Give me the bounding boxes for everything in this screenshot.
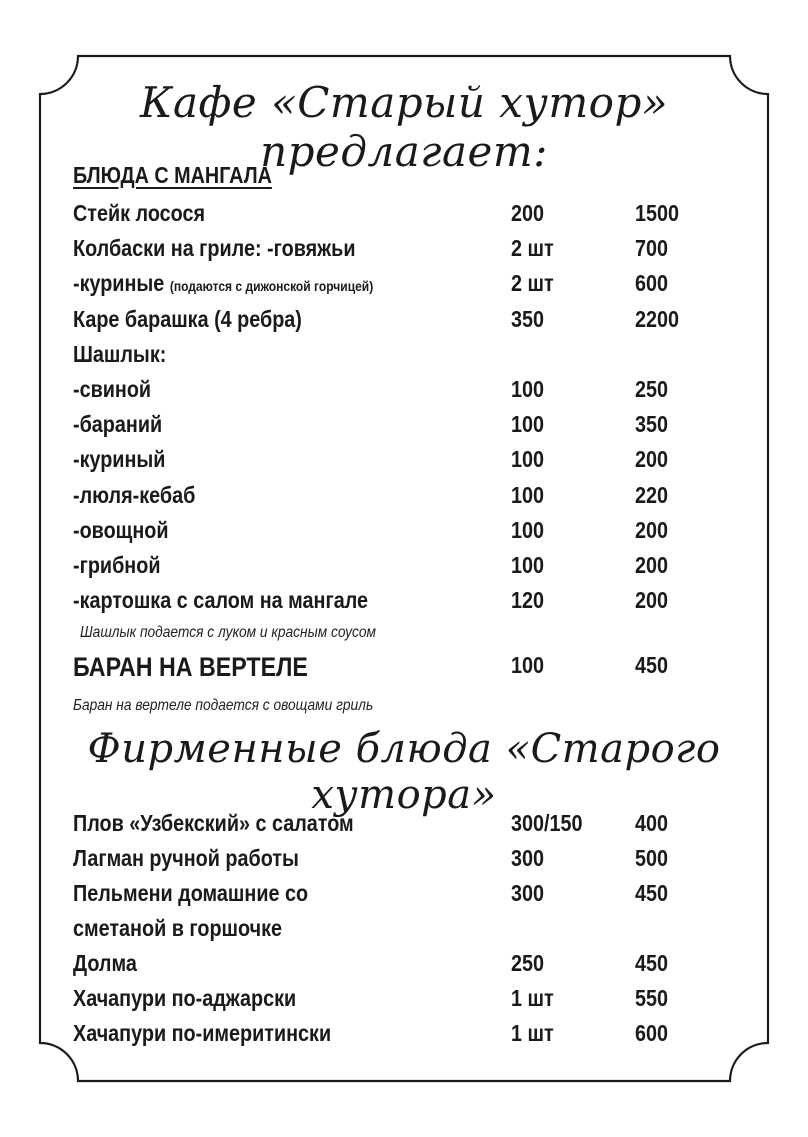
menu-item-price: 220 (635, 481, 669, 508)
menu-row (0, 1020, 808, 1054)
menu-item-name (73, 950, 137, 977)
menu-item-name-text: -бараний (73, 411, 163, 438)
menu-item-name-text: -люля-кебаб (73, 481, 196, 508)
menu-row (0, 880, 808, 914)
page-title: Кафе «Старый хутор» предлагает: (139, 78, 669, 176)
menu-item-qty: 100 (511, 652, 545, 678)
menu-item-price: 500 (635, 845, 669, 871)
menu-row (0, 200, 808, 234)
menu-item-price: 250 (635, 376, 669, 402)
menu-item-price: 400 (635, 810, 669, 836)
menu-row (0, 270, 808, 304)
menu-item-name (73, 517, 169, 544)
menu-item-price: 600 (635, 270, 669, 297)
menu-item-price: 600 (635, 1020, 669, 1046)
menu-item-name-text: Пельмени домашние со (73, 880, 309, 906)
menu-item-name (73, 552, 160, 579)
menu-item-qty: 200 (511, 200, 545, 226)
menu-item-qty: 250 (511, 950, 545, 976)
menu-row (0, 306, 808, 340)
menu-row (0, 915, 808, 949)
menu-row (0, 587, 808, 621)
menu-item-qty: 120 (511, 587, 545, 614)
menu-item-qty: 100 (511, 481, 545, 508)
menu-item-name (73, 411, 162, 438)
menu-item-name (73, 880, 308, 907)
menu-row (0, 810, 808, 844)
menu-item-qty: 350 (511, 305, 545, 332)
menu-item-qty: 2 шт (511, 235, 554, 262)
menu-item-name (73, 985, 296, 1012)
menu-item-name-text: Шашлык: (73, 340, 167, 367)
menu-item-name: БАРАН НА ВЕРТЕЛЕ (73, 652, 308, 682)
menu-item-name (73, 306, 302, 333)
menu-item-qty: 1 шт (511, 985, 554, 1011)
menu-row (0, 376, 808, 410)
menu-item-note: (подаются с дижонской горчицей) (169, 278, 374, 295)
menu-item-name (73, 341, 166, 368)
menu-item-price: 200 (635, 516, 669, 543)
menu-item-name-text: Хачапури по-имеритински (73, 1020, 332, 1046)
menu-item-name (73, 235, 355, 262)
menu-item-name-text: -свиной (73, 376, 152, 402)
menu-item-name (73, 915, 282, 942)
menu-item-name (73, 1020, 331, 1047)
menu-item-qty: 300 (511, 845, 545, 871)
signature-title: Фирменные блюда «Старого хутора» (87, 726, 721, 818)
menu-item-qty: 300/150 (511, 810, 583, 836)
menu-item-qty: 100 (511, 516, 545, 543)
menu-item-name-text: Хачапури по-аджарски (73, 985, 297, 1011)
menu-row (0, 950, 808, 984)
menu-row (0, 552, 808, 586)
menu-item-price: 1500 (635, 200, 680, 226)
menu-row (0, 482, 808, 516)
menu-item-price: 200 (635, 446, 669, 473)
menu-item-price: 2200 (635, 305, 680, 332)
menu-item-name-text: -картошка с салом на мангале (73, 587, 369, 614)
menu-item-name-text: Лагман ручной работы (73, 845, 299, 871)
menu-item-price: 550 (635, 985, 669, 1011)
menu-item-price: 200 (635, 552, 669, 578)
menu-row (0, 341, 808, 375)
spit-note: Баран на вертеле подается с овощами гриль (73, 697, 374, 714)
menu-item-name-text: -овощной (73, 516, 169, 543)
menu-row (0, 235, 808, 269)
menu-item-qty: 100 (511, 376, 545, 402)
menu-item-name (73, 845, 299, 872)
menu-item-name-text: сметаной в горшочке (73, 915, 283, 941)
menu-item-price: 450 (635, 950, 669, 976)
menu-item-qty: 300 (511, 880, 545, 906)
menu-item-qty: 100 (511, 446, 545, 473)
menu-item-name (73, 446, 165, 473)
menu-item-name (73, 810, 354, 837)
menu-row (0, 411, 808, 445)
menu-row (0, 517, 808, 551)
menu-item-name-text: -куриный (73, 446, 166, 473)
menu-item-name-text: Колбаски на гриле: -говяжьи (73, 235, 356, 262)
menu-row (0, 845, 808, 879)
menu-item-name-text: -куриные (73, 270, 165, 297)
menu-item-name-text: -грибной (73, 552, 161, 578)
menu-item-name-text: Плов «Узбекский» с салатом (73, 810, 354, 836)
menu-item-price: 350 (635, 411, 669, 438)
menu-item-price: 200 (635, 587, 669, 614)
menu-item-price: 450 (635, 880, 669, 906)
menu-item-qty: 100 (511, 552, 545, 578)
menu-row-spit-lamb (0, 652, 808, 686)
menu-item-qty: 1 шт (511, 1020, 554, 1046)
menu-item-name (73, 587, 368, 614)
menu-item-qty: 2 шт (511, 270, 554, 297)
menu-item-name-text: Долма (73, 950, 137, 976)
section-heading-grill: БЛЮДА С МАНГАЛА (73, 162, 272, 188)
menu-row (0, 985, 808, 1019)
menu-item-qty: 100 (511, 411, 545, 438)
menu-item-name (73, 200, 205, 227)
menu-item-price: 450 (635, 652, 669, 678)
menu-item-name-text: Каре барашка (4 ребра) (73, 305, 302, 332)
shashlik-note: Шашлык подается с луком и красным соусом (80, 624, 376, 641)
menu-item-price: 700 (635, 235, 669, 262)
menu-row (0, 446, 808, 480)
menu-item-name-text: Стейк лосося (73, 200, 206, 226)
menu-item-name (73, 482, 195, 509)
menu-item-name (73, 376, 151, 403)
menu-item-name (73, 270, 373, 297)
